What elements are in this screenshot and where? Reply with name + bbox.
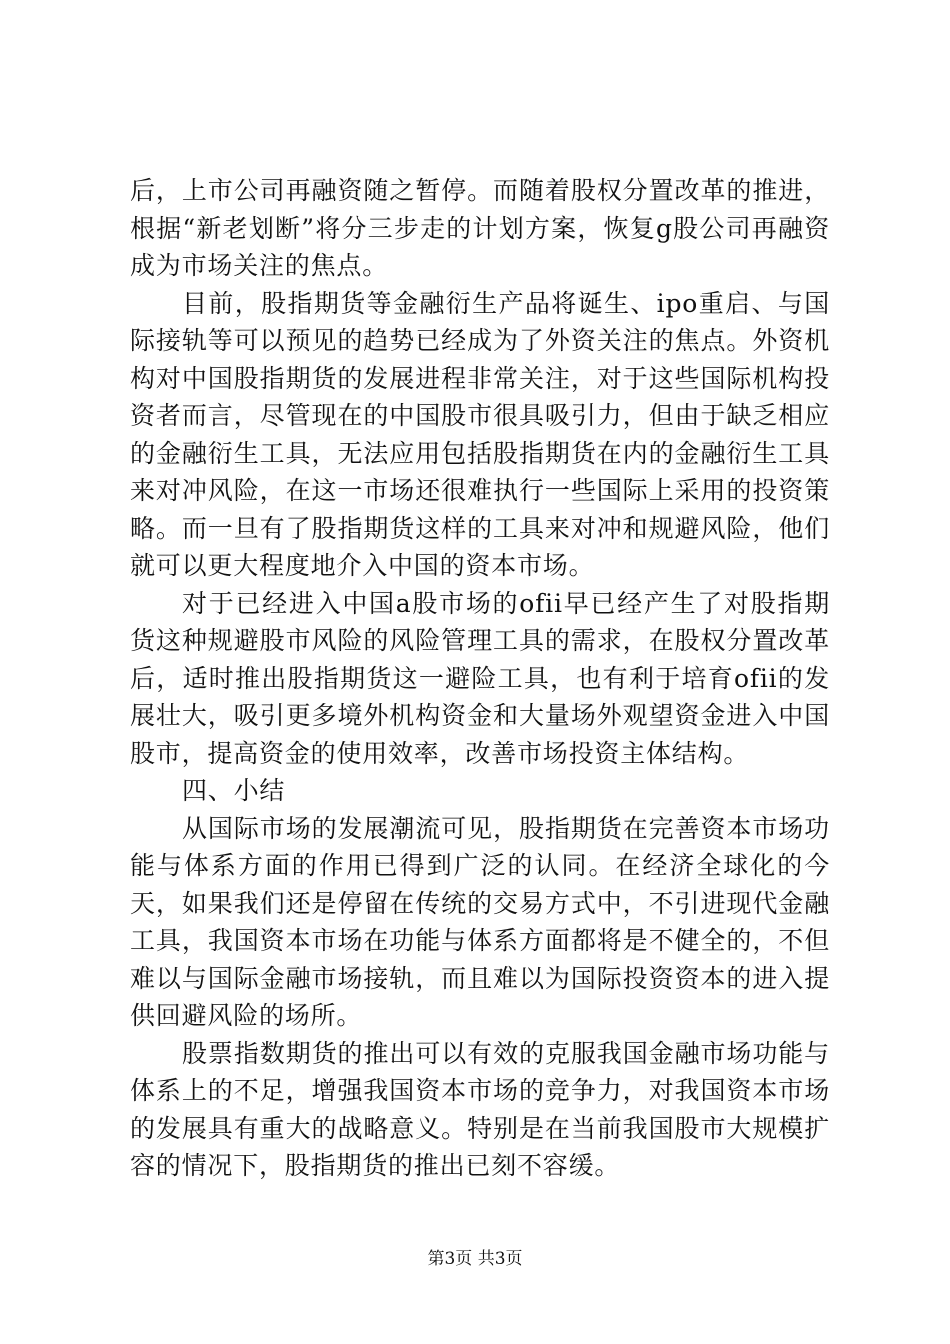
paragraph-foreign-capital: 目前，股指期货等金融衍生产品将诞生、ipo重启、与国际接轨等可以预见的趋势已经成为了外资关注的焦点。外资机构对中国股指期货的发展进程非常关注，对于这些国际机构投资者而言，尽管现在的中国股市很具吸引力，但由于缺乏相应的金融衍生工具，无法应用包括股指期货在内的金融衍生工具来对冲风险，在这一市场还很难执行一些国际上采用的投资策略。而一旦有了股指期货这样的工具来对冲和规避风险，他们就可以更大程度地介入中国的资本市场。 (130, 288, 830, 580)
paragraph-continuation: 后，上市公司再融资随之暂停。而随着股权分置改革的推进，根据“新老划断”将分三步走的计划方案，恢复g股公司再融资成为市场关注的焦点。 (130, 176, 830, 280)
section-heading-summary: 四、小结 (182, 776, 286, 805)
page-footer: 第3页 共3页 (427, 1249, 523, 1269)
paragraph-ofii: 对于已经进入中国a股市场的ofii早已经产生了对股指期货这种规避股市风险的风险管理工具的需求，在股权分置改革后，适时推出股指期货这一避险工具，也有利于培育ofii的发展壮大，吸引更多境外机构资金和大量场外观望资金进入中国股市，提高资金的使用效率，改善市场投资主体结构。 (130, 588, 830, 768)
document-body (130, 172, 830, 1185)
paragraph-summary-1: 从国际市场的发展潮流可见，股指期货在完善资本市场功能与体系方面的作用已得到广泛的认同。在经济全球化的今天，如果我们还是停留在传统的交易方式中，不引进现代金融工具，我国资本市场在功能与体系方面都将是不健全的，不但难以与国际金融市场接轨，而且难以为国际投资资本的进入提供回避风险的场所。 (130, 813, 830, 1030)
paragraph-summary-2: 股票指数期货的推出可以有效的克服我国金融市场功能与体系上的不足，增强我国资本市场的竞争力，对我国资本市场的发展具有重大的战略意义。特别是在当前我国股市大规模扩容的情况下，股指期货的推出已刻不容缓。 (130, 1038, 830, 1180)
